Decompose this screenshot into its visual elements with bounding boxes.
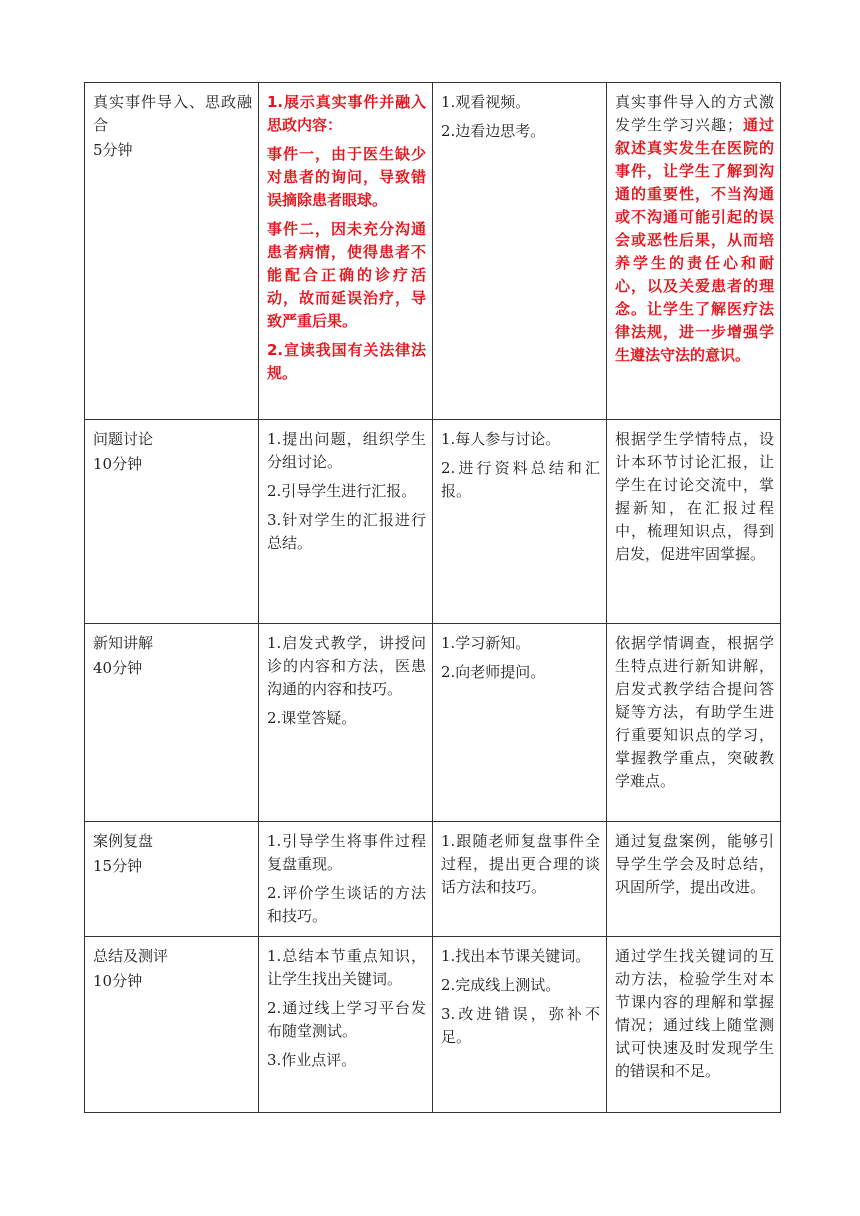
teacher-activity-item: 3.针对学生的汇报进行总结。 (267, 511, 426, 552)
student-activity-item: 2.向老师提问。 (441, 663, 546, 681)
stage-duration: 15分钟 (93, 857, 143, 875)
student-activity-cell (433, 822, 607, 937)
teacher-activity-item: 2.通过线上学习平台发布随堂测试。 (267, 999, 426, 1040)
table-row (85, 937, 781, 1113)
design-intent-cell (607, 937, 781, 1113)
student-activity-item: 2.进行资料总结和汇报。 (441, 459, 600, 500)
teacher-activity-cell (259, 83, 433, 420)
student-activity-item: 1.跟随老师复盘事件全过程，提出更合理的谈话方法和技巧。 (441, 832, 600, 896)
student-activity-item: 2.边看边思考。 (441, 122, 546, 140)
student-activity-cell (433, 83, 607, 420)
stage-duration: 10分钟 (93, 972, 143, 990)
student-activity-item: 3.改进错误，弥补不足。 (441, 1005, 600, 1046)
design-intent-text: 通过复盘案例，能够引导学生学会及时总结，巩固所学，提出改进。 (615, 832, 774, 896)
design-intent-text (615, 91, 774, 367)
teacher-activity-item: 1.启发式教学，讲授问诊的内容和方法，医患沟通的内容和技巧。 (267, 634, 426, 698)
teacher-activity-cell (259, 624, 433, 822)
student-activity-cell (433, 937, 607, 1113)
stage-name: 总结及测评 (93, 947, 169, 965)
teacher-activity-cell (259, 822, 433, 937)
teacher-activity-item: 事件二，因未充分沟通患者病情，使得患者不能配合正确的诊疗活动，故而延误治疗，导致严重后果。 (267, 220, 426, 330)
design-intent-cell (607, 624, 781, 822)
stage-cell (85, 822, 259, 937)
design-intent-cell (607, 83, 781, 420)
stage-cell (85, 624, 259, 822)
stage-cell (85, 83, 259, 420)
teacher-activity-item: 2.课堂答疑。 (267, 709, 357, 727)
teacher-activity-item: 2.评价学生谈话的方法和技巧。 (267, 884, 426, 925)
student-activity-item: 1.找出本节课关键词。 (441, 947, 591, 965)
design-intent-text: 依据学情调查，根据学生特点进行新知讲解，启发式教学结合提问答疑等方法，有助学生进行重要知识点的学习，掌握教学重点，突破教学难点。 (615, 634, 774, 790)
student-activity-item: 1.观看视频。 (441, 93, 531, 111)
stage-duration: 5分钟 (93, 141, 133, 159)
teacher-activity-cell (259, 937, 433, 1113)
table-row (85, 624, 781, 822)
stage-duration: 40分钟 (93, 659, 143, 677)
table-row (85, 83, 781, 420)
teacher-activity-item: 2.宣读我国有关法律法规。 (267, 341, 426, 382)
stage-name: 真实事件导入、思政融合 (93, 93, 252, 134)
lesson-plan-table (84, 82, 781, 1113)
teacher-activity-item: 3.作业点评。 (267, 1051, 357, 1069)
design-intent-cell (607, 822, 781, 937)
teacher-activity-item: 2.引导学生进行汇报。 (267, 482, 417, 500)
stage-cell (85, 420, 259, 624)
design-intent-emphasis: 通过叙述真实发生在医院的事件，让学生了解到沟通的重要性，不当沟通或不沟通可能引起的误会或恶性后果，从而培养学生的责任心和耐心，以及关爱患者的理念。让学生了解医疗法律法规，进一步增强学生遵法守法的意识。 (615, 116, 774, 364)
teacher-activity-item: 事件一，由于医生缺少对患者的询问，导致错误摘除患者眼球。 (267, 145, 426, 209)
stage-name: 问题讨论 (93, 430, 154, 448)
teacher-activity-item: 1.展示真实事件并融入思政内容： (267, 93, 426, 134)
design-intent-text: 根据学生学情特点，设计本环节讨论汇报，让学生在讨论交流中，掌握新知，在汇报过程中，梳理知识点，得到启发，促进牢固掌握。 (615, 430, 774, 563)
design-intent-cell (607, 420, 781, 624)
table-row (85, 822, 781, 937)
student-activity-item: 1.学习新知。 (441, 634, 531, 652)
stage-duration: 10分钟 (93, 455, 143, 473)
student-activity-cell (433, 420, 607, 624)
table-row (85, 420, 781, 624)
stage-name: 新知讲解 (93, 634, 154, 652)
student-activity-item: 2.完成线上测试。 (441, 976, 561, 994)
stage-name: 案例复盘 (93, 832, 154, 850)
design-intent-text: 通过学生找关键词的互动方法，检验学生对本节课内容的理解和掌握情况；通过线上随堂测试可快速及时发现学生的错误和不足。 (615, 947, 774, 1080)
stage-cell (85, 937, 259, 1113)
teacher-activity-item: 1.引导学生将事件过程复盘重现。 (267, 832, 426, 873)
student-activity-cell (433, 624, 607, 822)
design-intent-plain: 真实事件导入的方式激发学生学习兴趣； (615, 93, 774, 134)
teacher-activity-cell (259, 420, 433, 624)
student-activity-item: 1.每人参与讨论。 (441, 430, 561, 448)
teacher-activity-item: 1.总结本节重点知识，让学生找出关键词。 (267, 947, 426, 988)
teacher-activity-item: 1.提出问题，组织学生分组讨论。 (267, 430, 426, 471)
